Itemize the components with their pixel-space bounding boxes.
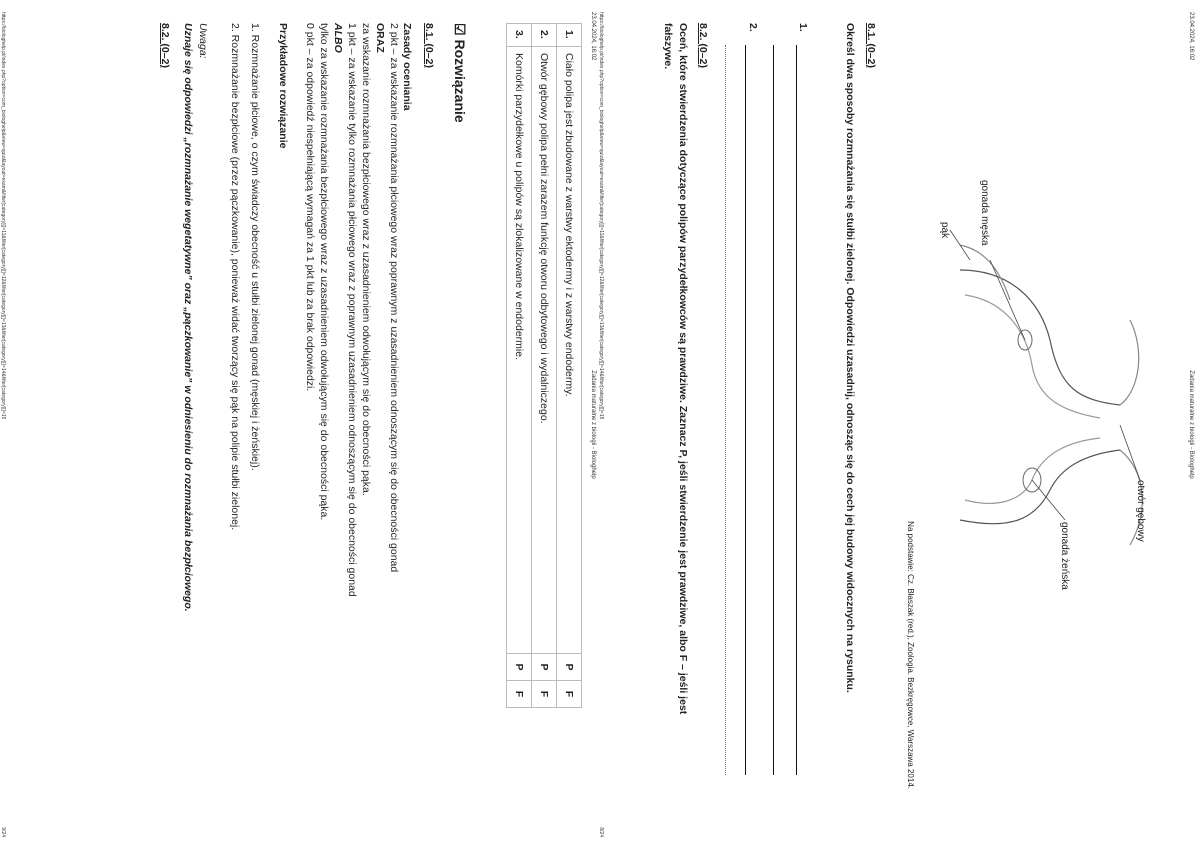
rule-connector: ORAZ xyxy=(374,23,386,53)
label-mouth: otwór gębowy xyxy=(1135,480,1146,542)
answer-line-1b[interactable] xyxy=(773,45,774,775)
note-label: Uwaga: xyxy=(197,23,209,59)
true-false-table xyxy=(506,23,582,708)
rules-block xyxy=(303,23,401,813)
option-p[interactable]: P xyxy=(507,654,532,681)
task-8-1-text: Określ dwa sposoby rozmnażania się stułbi zielonej. Odpowiedzi uzasadnij, odnosząc się do cech jej budowy widocznych na rysunku. xyxy=(844,23,856,693)
rules-heading: Zasady oceniania xyxy=(401,23,413,111)
header-title: Zadania maturalne z biologii - Biologhelp xyxy=(1188,370,1194,479)
page-2 xyxy=(0,0,598,849)
bud-pointer xyxy=(950,230,970,260)
row-statement: Otwór gębowy polipa pełni zarazem funkcję otworu odbytowego i wydalniczego. xyxy=(532,47,557,654)
table-row xyxy=(532,24,557,708)
cavity-right xyxy=(965,438,1100,503)
row-statement: Ciało polipa jest zbudowane z warstwy ektodermy i z warstwy endodermy. xyxy=(557,47,582,654)
row-statement: Komórki parzydełkowe u polipów są zlokalizowane w endodermie. xyxy=(507,47,532,654)
list-item: 1. Rozmnażanie płciowe, o czym świadczy obecność u stułbi zielonej gonad (męskiej i żeńskiej). xyxy=(249,23,261,471)
list-item: 2. Rozmnażanie bezpłciowe (przez pączkowanie), ponieważ widać tworzący się pąk na polipie stułbi zielonej. xyxy=(229,23,241,531)
answer-1-number: 1. xyxy=(797,23,809,32)
row-number: 3. xyxy=(507,24,532,47)
footer-url[interactable]: https://biologhelp.pl/index.php?option=com_biologhelp&view=quiz&layout=exam&filter[category][]=11&filter[category][]=12&filter[category][]=13&filter[category][]=14&filter[category][]=15 xyxy=(598,12,604,420)
rule-line: tylko za wskazanie rozmnażania bezpłciowego wraz z uzasadnieniem odwołującym się do obecności pąka. xyxy=(318,23,330,521)
tentacle-left xyxy=(1120,320,1139,405)
rule-line: 0 pkt – za odpowiedź niespełniającą wymagań za 1 pkt lub za brak odpowiedzi. xyxy=(304,23,316,392)
header-title: Zadania maturalne z biologii - Biologhelp xyxy=(590,370,596,479)
example-list xyxy=(225,23,265,813)
male-gonad-pointer xyxy=(990,260,1025,340)
rule-line: za wskazanie rozmnażania bezpłciowego wraz z uzasadnieniem odwołującym się do obecności pąka. xyxy=(360,23,372,496)
page-1 xyxy=(598,0,1200,849)
answer-line-2[interactable] xyxy=(745,45,746,775)
example-heading: Przykładowe rozwiązanie xyxy=(277,23,289,149)
header-date: 23.04.2024, 16:02 xyxy=(590,12,596,61)
table-row xyxy=(557,24,582,708)
label-female-gonad: gonada żeńska xyxy=(1059,522,1070,590)
task-8-2-label: 8.2. (0–2) xyxy=(697,23,709,68)
answer-2-number: 2. xyxy=(747,23,759,32)
solution-8-2-label: 8.2. (0–2) xyxy=(159,23,171,68)
answer-line-1[interactable] xyxy=(796,45,797,775)
table-row xyxy=(507,24,532,708)
note-text: Uznaje się odpowiedzi „rozmnażanie wegetatywne” oraz „pączkowanie” w odniesieniu do rozmnażania bezpłciowego. xyxy=(182,23,194,612)
figure-source: Na podstawie: Cz. Błaszak (red.), Zoologia. Bezkręgowce, Warszawa 2014. xyxy=(906,521,915,789)
task-8-2-text: Oceń, które stwierdzenia dotyczące polipów parzydełkowców są prawdziwe. Zaznacz P, jeśli stwierdzenie jest prawdziwe, albo F – jeśli jest fałszywe. xyxy=(662,23,689,715)
option-f[interactable]: F xyxy=(532,681,557,708)
checkbox-icon: ☑ xyxy=(452,23,468,36)
option-f[interactable]: F xyxy=(507,681,532,708)
body-outline-left xyxy=(960,270,1120,405)
option-p[interactable]: P xyxy=(557,654,582,681)
rule-line: 1 pkt – za wskazanie tylko rozmnażania płciowego wraz z poprawnym uzasadnieniem odnoszącym się do obecności gonad xyxy=(346,23,358,597)
rule-line: 2 pkt – za wskazanie rozmnażania płciowego wraz poprawnym z uzasadnieniem odnoszącym się do obecności gonad xyxy=(388,23,400,573)
answer-line-2b[interactable] xyxy=(725,45,726,775)
row-number: 1. xyxy=(557,24,582,47)
hydra-figure xyxy=(930,150,1160,610)
cavity-left xyxy=(965,295,1100,418)
body-outline-right xyxy=(960,450,1120,524)
option-p[interactable]: P xyxy=(532,654,557,681)
header-date: 23.04.2024, 16:02 xyxy=(1188,12,1194,61)
option-f[interactable]: F xyxy=(557,681,582,708)
footer-page-number: 9/24 xyxy=(0,827,6,837)
label-male-gonad: gonada męska xyxy=(979,180,990,246)
label-bud: pąk xyxy=(939,222,950,239)
solution-heading xyxy=(451,23,468,123)
row-number: 2. xyxy=(532,24,557,47)
rule-connector: ALBO xyxy=(332,23,344,53)
female-gonad-pointer xyxy=(1032,480,1065,520)
task-8-1-label: 8.1. (0–2) xyxy=(865,23,877,68)
solution-heading-text: Rozwiązanie xyxy=(452,39,468,123)
solution-8-1-label: 8.1. (0–2) xyxy=(423,23,435,68)
footer-url[interactable]: https://biologhelp.pl/index.php?option=com_biologhelp&view=quiz&layout=exam&filter[category][]=11&filter[category][]=12&filter[category][]=13&filter[category][]=14&filter[category][]=15 xyxy=(0,12,6,420)
footer-page-number: 8/24 xyxy=(598,827,604,837)
